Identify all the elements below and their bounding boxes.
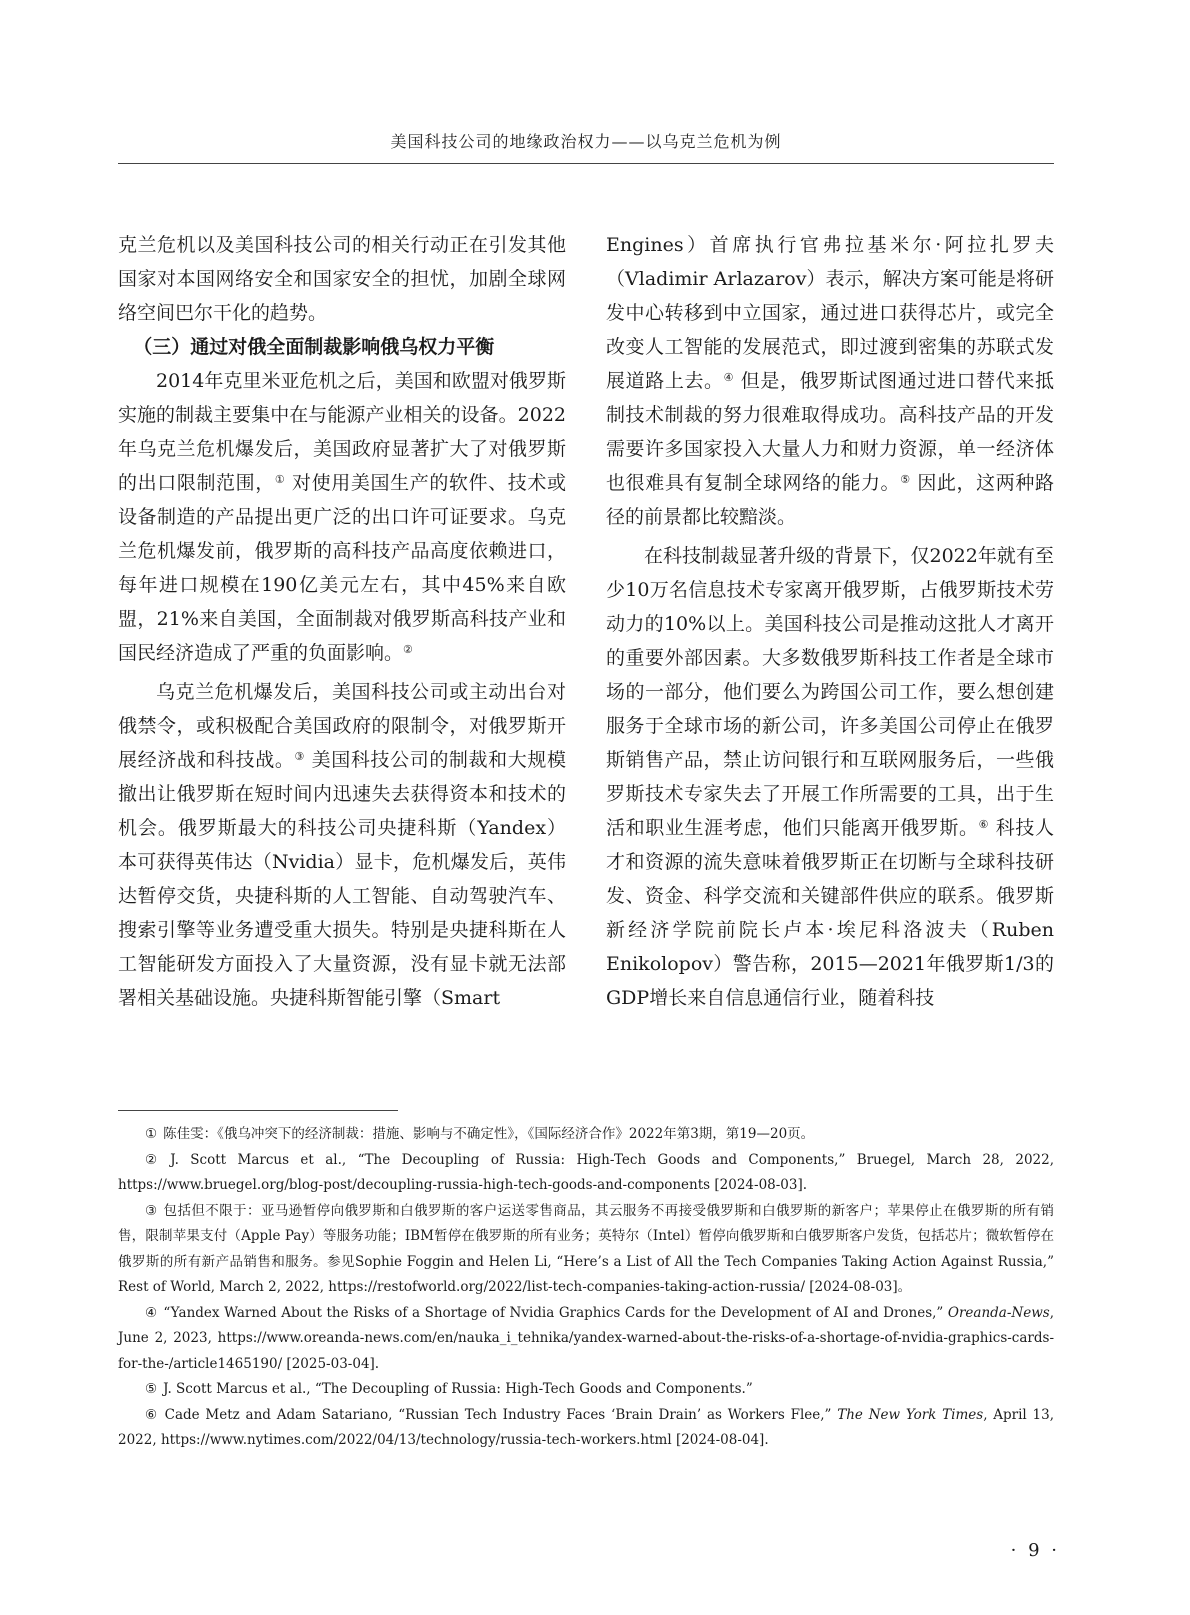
footnote-marker: ⑤ — [145, 1381, 158, 1397]
footnote-text: , April 13, 2022, https://www.nytimes.com/2022/04/13/technology/russia-tech-workers.html [2024-08-04]. — [118, 1406, 1054, 1448]
footnote-marker: ③ — [145, 1202, 158, 1219]
footnote — [118, 1403, 1054, 1454]
footnote — [118, 1122, 1054, 1148]
footnote-text: J. Scott Marcus et al., “The Decoupling of Russia: High-Tech Goods and Components,” Bruegel, March 28, 2022, https://www.bruegel.org/blog-post/decoupling-russia-high-tech-goods-and-components [2024-08-03]. — [118, 1151, 1054, 1193]
body-paragraph — [118, 364, 566, 670]
footnote-text: , June 2, 2023, https://www.oreanda-news.com/en/nauka_i_tehnika/yandex-warned-about-the-risks-of-a-shortage-of-nvidia-graphics-cards-for-the-/article1465190/ [2025-03-04]. — [118, 1304, 1054, 1372]
footnotes — [118, 1122, 1054, 1454]
running-head: 美国科技公司的地缘政治权力——以乌克兰危机为例 — [390, 132, 782, 151]
paragraph-text: 美国科技公司的制裁和大规模撤出让俄罗斯在短时间内迅速失去获得资本和技术的机会。俄罗斯最大的科技公司央捷科斯（Yandex）本可获得英伟达（Nvidia）显卡，危机爆发后，英伟达暂停交货，央捷科斯的人工智能、自动驾驶汽车、搜索引擎等业务遭受重大损失。特别是央捷科斯在人工智能研发方面投入了大量资源，没有显卡就无法部署相关基础设施。央捷科斯智能引擎（Smart — [118, 749, 566, 1009]
paragraph-text: 对使用美国生产的软件、技术或设备制造的产品提出更广泛的出口许可证要求。乌克兰危机爆发前，俄罗斯的高科技产品高度依赖进口，每年进口规模在190亿美元左右，其中45%来自欧盟，21%来自美国，全面制裁对俄罗斯高科技产业和国民经济造成了严重的负面影响。 — [118, 472, 566, 664]
footnote-marker: ④ — [145, 1304, 158, 1321]
paragraph-text: Engines）首席执行官弗拉基米尔·阿拉扎罗夫（Vladimir Arlazarov）表示，解决方案可能是将研发中心转移到中立国家，通过进口获得芯片，或完全改变人工智能的发展范式，即过渡到密集的苏联式发展道路上去。 — [606, 234, 1054, 392]
paragraph-text: 2014年克里米亚危机之后，美国和欧盟对俄罗斯实施的制裁主要集中在与能源产业相关的设备。2022年乌克兰危机爆发后，美国政府显著扩大了对俄罗斯的出口限制范围， — [118, 370, 566, 494]
footnote-ref[interactable]: ① — [274, 473, 286, 486]
footnote-ref[interactable]: ② — [403, 643, 413, 656]
header-rule — [118, 163, 1054, 164]
paragraph-text: 因此，这两种路径的前景都比较黯淡。 — [606, 472, 1054, 528]
footnote-marker: ⑥ — [145, 1406, 159, 1423]
footnote-ref[interactable]: ⑤ — [900, 473, 911, 486]
footnote-rule — [118, 1110, 398, 1111]
publication-title: The New York Times — [837, 1406, 984, 1423]
body-paragraph — [118, 675, 566, 1015]
paragraph-text: 乌克兰危机爆发后，美国科技公司或主动出台对俄禁令，或积极配合美国政府的限制令，对俄罗斯开展经济战和科技战。 — [118, 681, 566, 771]
paragraph-text: 科技人才和资源的流失意味着俄罗斯正在切断与全球科技研发、资金、科学交流和关键部件供应的联系。俄罗斯新经济学院前院长卢本·埃尼科洛波夫（Ruben Enikolopov）警告称，2015—2021年俄罗斯1/3的GDP增长来自信息通信行业，随着科技 — [606, 817, 1054, 1009]
body-paragraph — [606, 228, 1054, 534]
footnote-text: “Yandex Warned About the Risks of a Shortage of Nvidia Graphics Cards for the Development of AI and Drones,” — [163, 1304, 948, 1321]
footnote-ref[interactable]: ⑥ — [978, 818, 990, 831]
footnote-text: 陈佳雯：《俄乌冲突下的经济制裁：措施、影响与不确定性》，《国际经济合作》2022年第3期，第19—20页。 — [163, 1126, 815, 1142]
footnote — [118, 1199, 1054, 1301]
footnote — [118, 1301, 1054, 1378]
publication-title: Oreanda-News — [947, 1304, 1050, 1321]
section-heading: （三）通过对俄全面制裁影响俄乌权力平衡 — [133, 336, 495, 358]
footnote-marker: ① — [145, 1126, 158, 1142]
page-number: · 9 · — [1010, 1540, 1060, 1561]
footnote — [118, 1148, 1054, 1199]
paragraph-text: 但是，俄罗斯试图通过进口替代来抵制技术制裁的努力很难取得成功。高科技产品的开发需要许多国家投入大量人力和财力资源，单一经济体也很难具有复制全球网络的能力。 — [606, 370, 1054, 494]
body-paragraph: 克兰危机以及美国科技公司的相关行动正在引发其他国家对本国网络安全和国家安全的担忧，加剧全球网络空间巴尔干化的趋势。 — [118, 234, 566, 324]
footnote-marker: ② — [145, 1151, 165, 1168]
right-column — [606, 228, 1054, 1015]
footnote-ref[interactable]: ④ — [723, 371, 735, 384]
paragraph-text: 在科技制裁显著升级的背景下，仅2022年就有至少10万名信息技术专家离开俄罗斯，占俄罗斯技术劳动力的10%以上。美国科技公司是推动这批人才离开的重要外部因素。大多数俄罗斯科技工作者是全球市场的一部分，他们要么为跨国公司工作，要么想创建服务于全球市场的新公司，许多美国公司停止在俄罗斯销售产品，禁止访问银行和互联网服务后，一些俄罗斯技术专家失去了开展工作所需要的工具，出于生活和职业生涯考虑，他们只能离开俄罗斯。 — [606, 545, 1054, 839]
footnote-ref[interactable]: ③ — [294, 750, 305, 763]
left-column — [118, 228, 566, 1015]
footnote-text: 包括但不限于：亚马逊暂停向俄罗斯和白俄罗斯的客户运送零售商品，其云服务不再接受俄罗斯和白俄罗斯的新客户；苹果停止在俄罗斯的所有销售，限制苹果支付（Apple Pay）等服务功能；IBM暂停在俄罗斯的所有业务；英特尔（Intel）暂停向俄罗斯和白俄罗斯客户发货，包括芯片；微软暂停在俄罗斯的所有新产品销售和服务。参见Sophie Foggin and Helen Li, “Here’s a List of All the Tech Companies Taking Action Against Russia,” Rest of World, March 2, 2022, https://restofworld.org/2022/list-tech-companies-taking-action-russia/ [2024-08-03]。 — [118, 1202, 1054, 1295]
footnote — [118, 1377, 1054, 1403]
footnote-text: Cade Metz and Adam Satariano, “Russian Tech Industry Faces ‘Brain Drain’ as Workers Flee,” — [164, 1406, 838, 1423]
footnote-text: J. Scott Marcus et al., “The Decoupling of Russia: High-Tech Goods and Components.” — [163, 1381, 753, 1397]
body-paragraph — [606, 539, 1054, 1015]
